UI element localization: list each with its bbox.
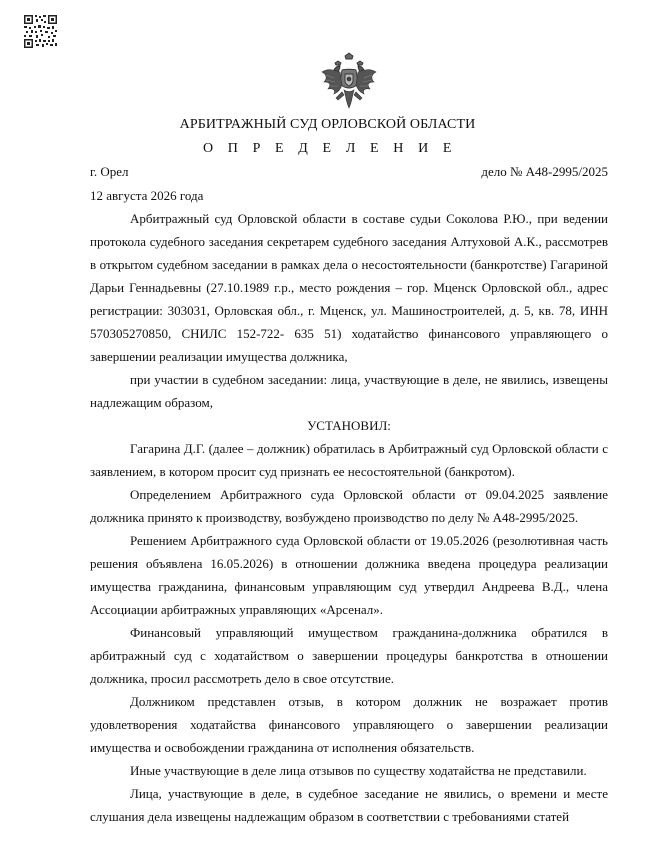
paragraph-debtor-response: Должником представлен отзыв, в котором должник не возражает против удовлетворения ходатайства финансового управляющего о завершении реализации имущества и освобождении гражданина от исполнения обязательств. xyxy=(90,694,608,755)
case-number: дело № А48-2995/2025 xyxy=(481,164,608,179)
document-date: 12 августа 2026 года xyxy=(90,188,204,203)
document-body xyxy=(90,207,608,828)
paragraph-motion: Финансовый управляющий имуществом гражданина-должника обратился в арбитражный суд с ходатайством о завершении процедуры банкротства в отношении должника, просил рассмотреть дело в свое отсутствие. xyxy=(90,625,608,686)
paragraph-acceptance: Определением Арбитражного суда Орловской области от 09.04.2025 заявление должника принято к производству, возбуждено производство по делу № А48-2995/2025. xyxy=(90,487,608,525)
russian-coat-of-arms-icon xyxy=(318,52,380,114)
paragraph-participation: при участии в судебном заседании: лица, участвующие в деле, не явились, извещены надлежащим образом, xyxy=(90,372,608,410)
paragraph-application: Гагарина Д.Г. (далее – должник) обратилась в Арбитражный суд Орловской области с заявлением, в котором просит суд признать ее несостоятельной (банкротом). xyxy=(90,441,608,479)
paragraph-no-responses: Иные участвующие в деле лица отзывов по существу ходатайства не представили. xyxy=(130,763,587,778)
city: г. Орел xyxy=(90,164,129,179)
paragraph-intro: Арбитражный суд Орловской области в составе судьи Соколова Р.Ю., при ведении протокола судебного заседания секретарем судебного заседания Алтуховой А.К., рассмотрев в открытом судебном заседании в рамках дела о несостоятельности (банкротстве) Гагариной Дарьи Геннадьевны (27.10.1989 г.р., место рождения – гор. Мценск Орловской обл., адрес регистрации: 303031, Орловская обл., г. Мценск, ул. Машиностроителей, д. 5, кв. 78, ИНН 570305270850, СНИЛС 152-722- 635 51) ходатайство финансового управляющего о завершении реализации имущества должника, xyxy=(90,211,608,364)
paragraph-decision: Решением Арбитражного суда Орловской области от 19.05.2026 (резолютивная часть решения объявлена 16.05.2026) в отношении должника введена процедура реализации имущества гражданина, финансовым управляющим суд утвердил Андреева В.Д., члена Ассоциации арбитражных управляющих «Арсенал». xyxy=(90,533,608,617)
court-name: АРБИТРАЖНЫЙ СУД ОРЛОВСКОЙ ОБЛАСТИ xyxy=(179,117,476,132)
qr-code-icon xyxy=(24,15,57,48)
section-heading: УСТАНОВИЛ: xyxy=(307,418,391,433)
document-type: О П Р Е Д Е Л Е Н И Е xyxy=(202,141,458,156)
paragraph-absence: Лица, участвующие в деле, в судебное заседание не явились, о времени и месте слушания дела извещены надлежащим образом в соответствии с требованиями статей xyxy=(90,786,608,824)
